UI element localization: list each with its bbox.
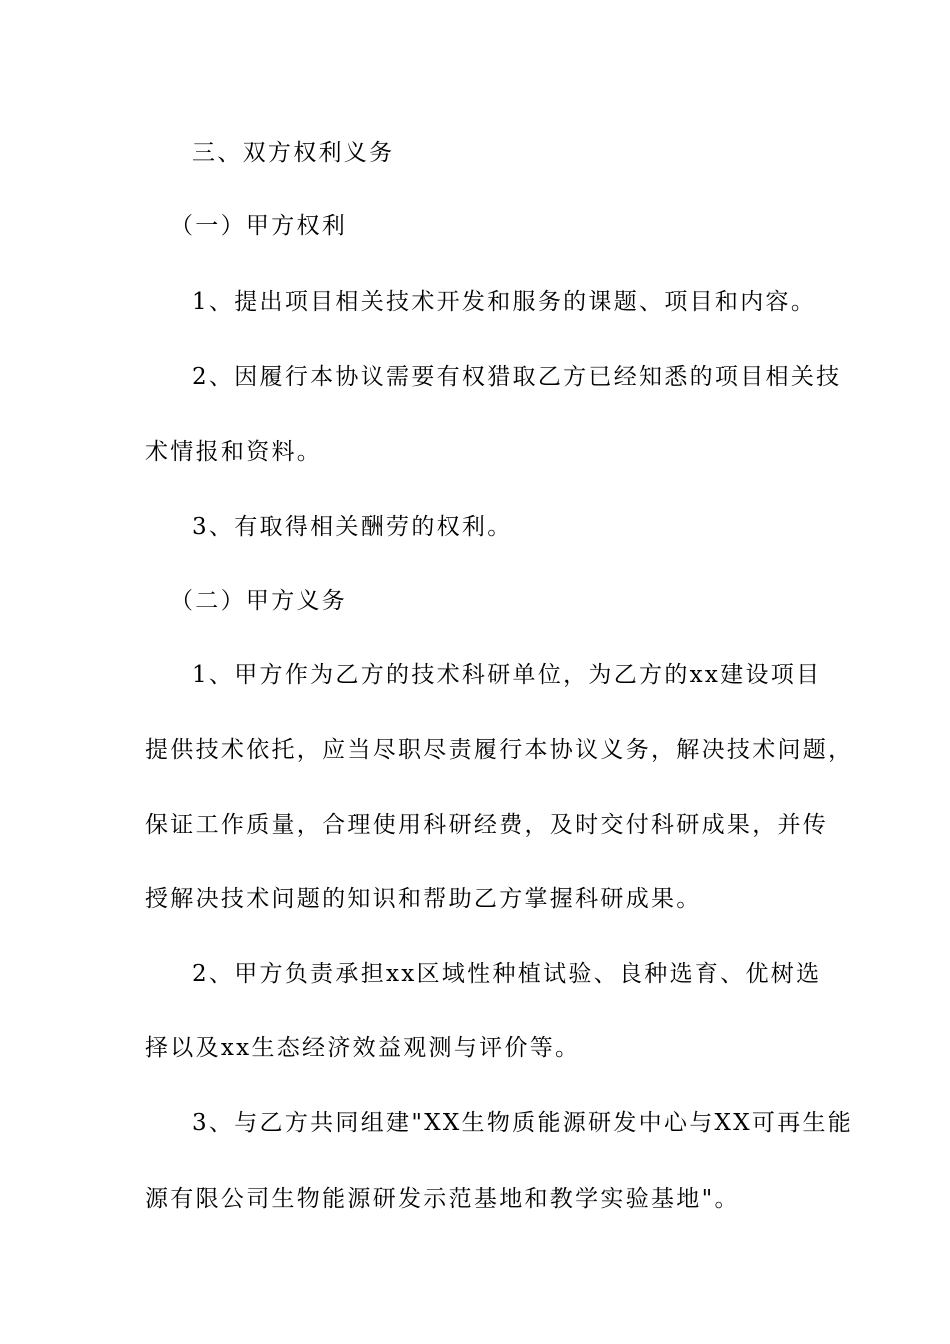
paragraph-line: 源有限公司生物能源研发示范基地和教学实验基地"。: [145, 1186, 740, 1212]
paragraph-line: 保证工作质量，合理使用科研经费，及时交付科研成果，并传: [145, 812, 829, 838]
paragraph-line: 提供技术依托，应当尽职尽责履行本协议义务，解决技术问题，: [145, 737, 854, 763]
section-heading: 三、双方权利义务: [192, 140, 395, 166]
paragraph-line: 2、因履行本协议需要有权猎取乙方已经知悉的项目相关技: [192, 364, 842, 390]
paragraph-line: 择以及xx生态经济效益观测与评价等。: [145, 1035, 581, 1061]
paragraph-line: 术情报和资料。: [145, 439, 323, 465]
subsection-heading-obligations: （二）甲方义务: [170, 588, 348, 614]
paragraph-line: 授解决技术问题的知识和帮助乙方掌握科研成果。: [145, 886, 702, 912]
paragraph-line: 3、有取得相关酬劳的权利。: [192, 514, 513, 540]
paragraph-line: 1、甲方作为乙方的技术科研单位，为乙方的xx建设项目: [192, 662, 822, 688]
paragraph-line: 1、提出项目相关技术开发和服务的课题、项目和内容。: [192, 289, 817, 315]
paragraph-line: 2、甲方负责承担xx区域性种植试验、良种选育、优树选: [192, 961, 822, 987]
subsection-heading-rights: （一）甲方权利: [170, 213, 348, 239]
paragraph-line: 3、与乙方共同组建"XX生物质能源研发中心与XX可再生能: [192, 1110, 854, 1136]
